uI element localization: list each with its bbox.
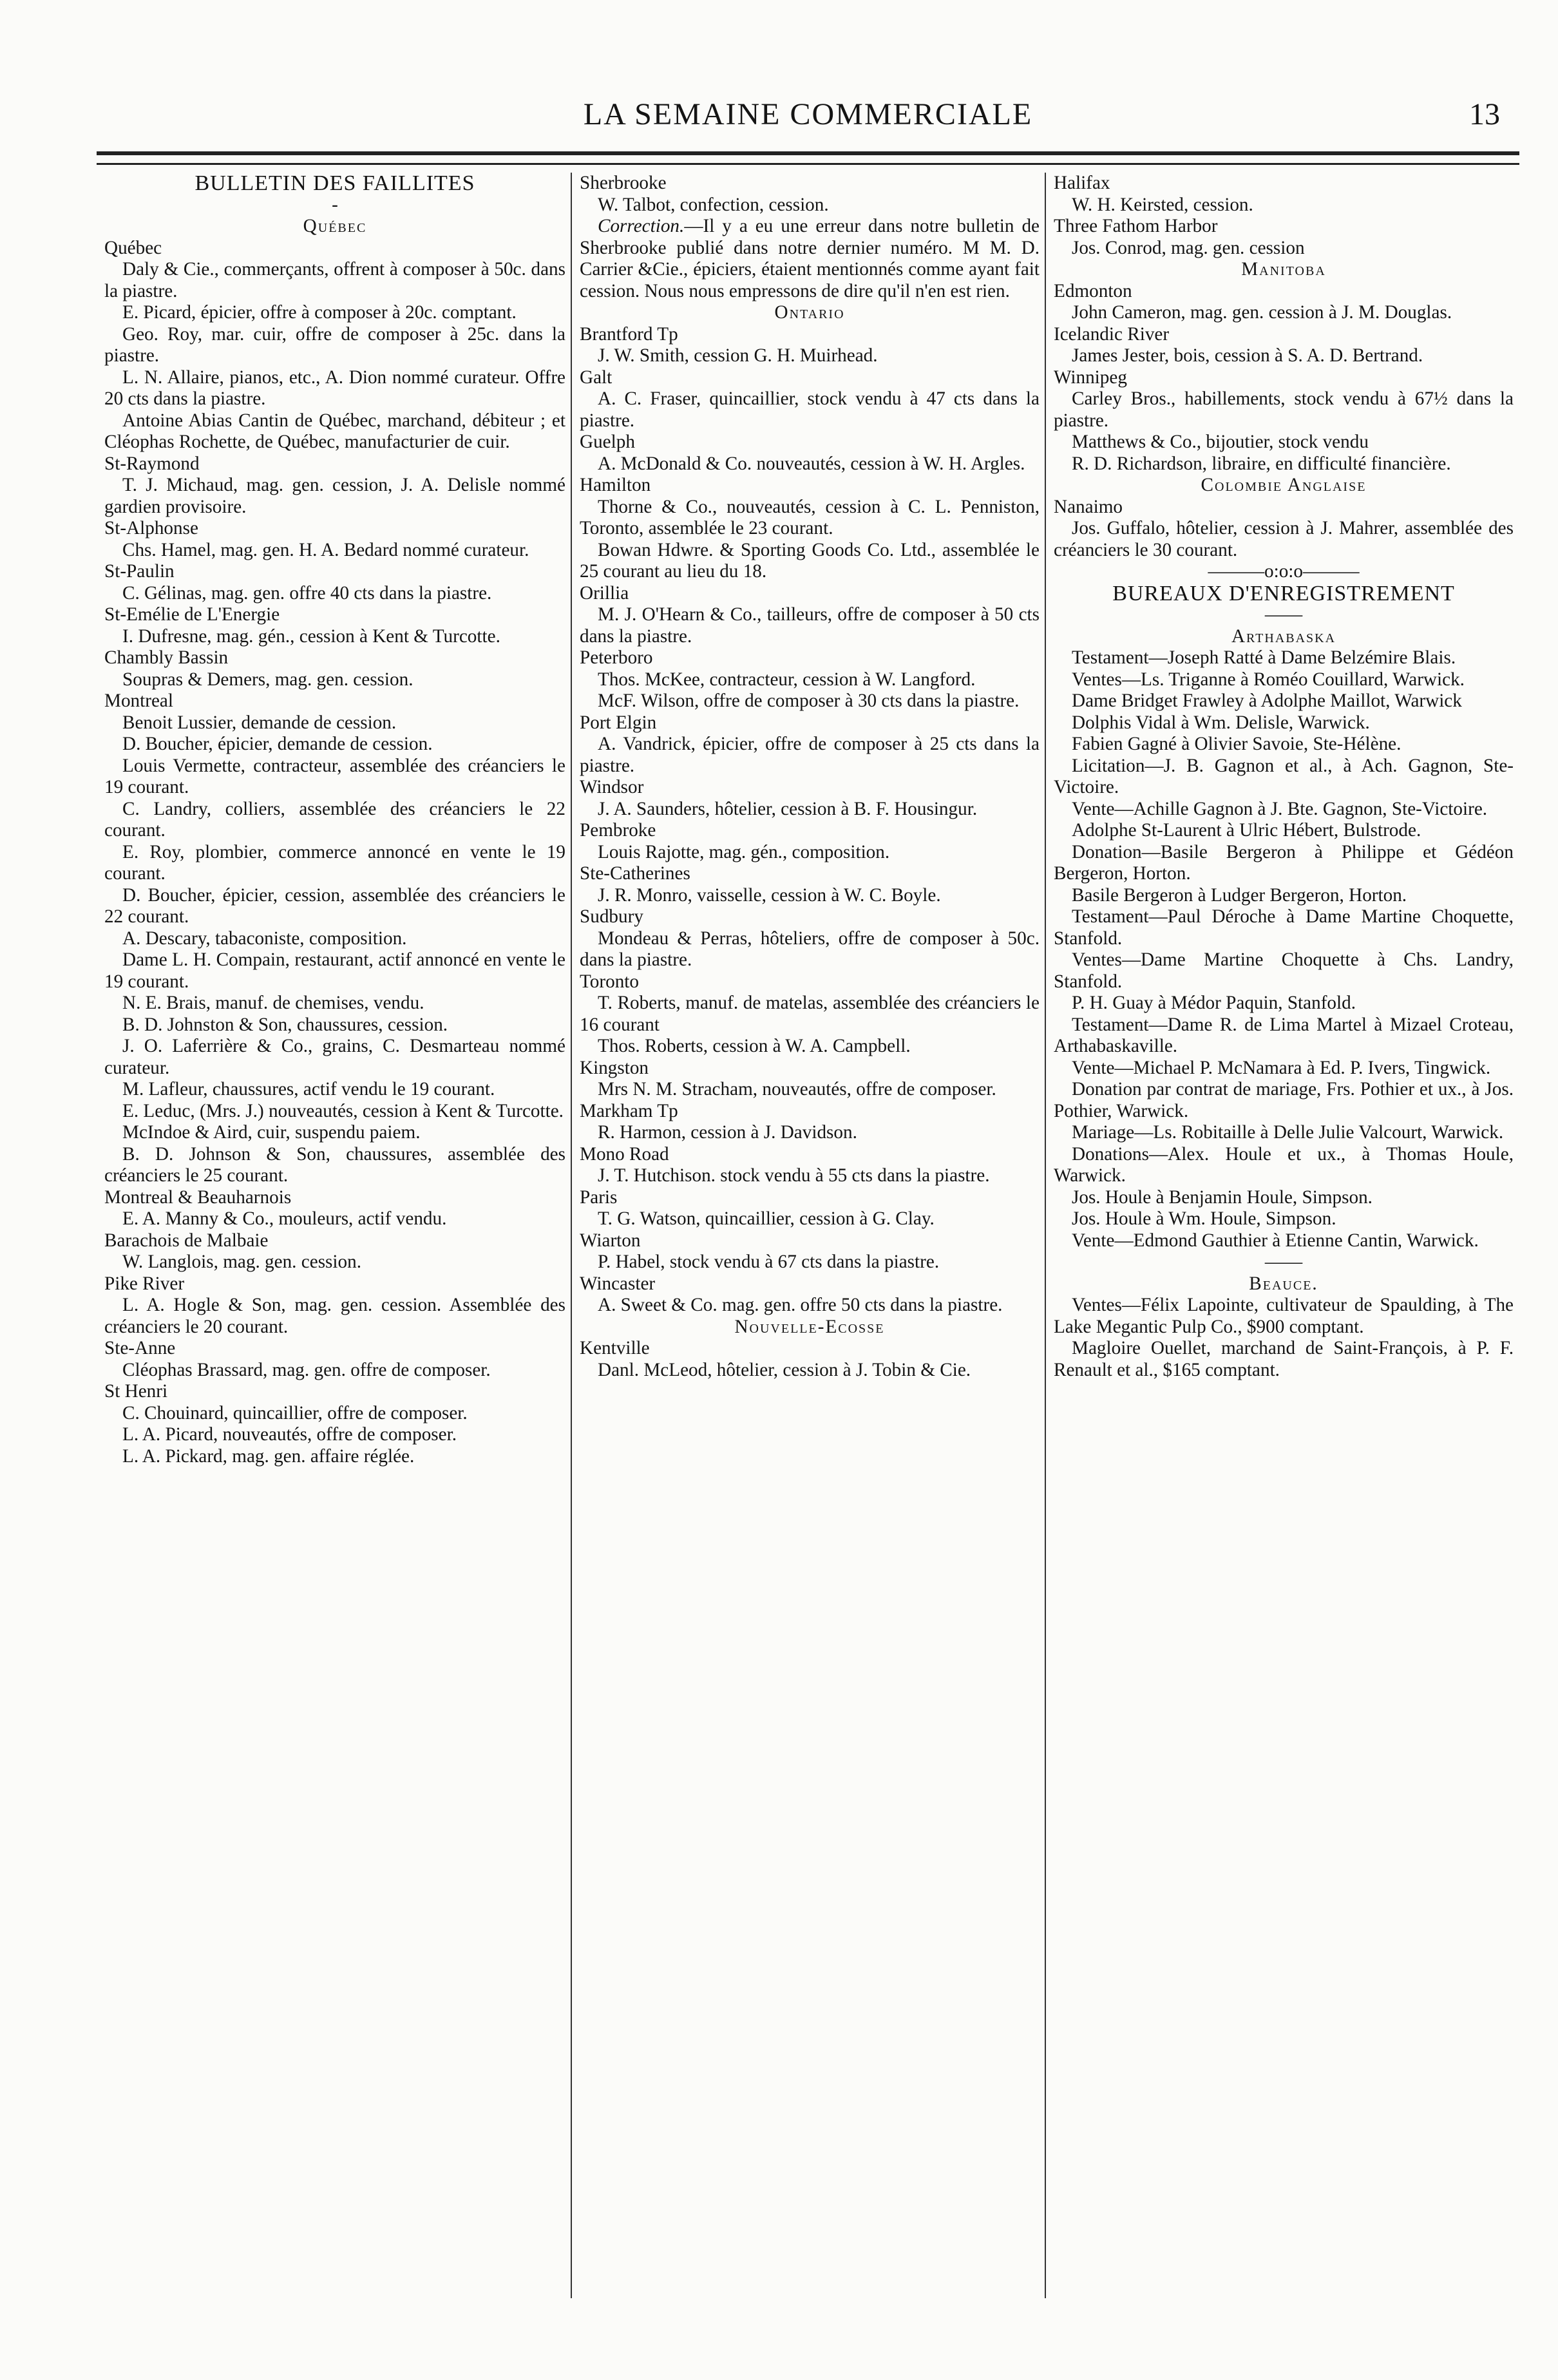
correction-label: Correction. bbox=[598, 216, 685, 236]
place-name: Sherbrooke bbox=[580, 173, 667, 193]
entry: Dame Bridget Frawley à Adolphe Maillot, Warwick bbox=[1072, 690, 1462, 711]
entry: J. O. Laferrière & Co., grains, C. Desmarteau nommé curateur. bbox=[104, 1036, 565, 1078]
entry: L. N. Allaire, pianos, etc., A. Dion nommé curateur. Offre 20 cts dans la piastre. bbox=[104, 367, 565, 409]
entry: Jos. Houle à Benjamin Houle, Simpson. bbox=[1072, 1186, 1373, 1208]
section-heading: Arthabaska bbox=[1231, 625, 1336, 647]
section-heading: Nouvelle-Ecosse bbox=[734, 1316, 885, 1337]
place-name: Guelph bbox=[580, 432, 635, 452]
entry: Carley Bros., habillements, stock vendu à 67½ dans la piastre. bbox=[1054, 388, 1514, 431]
entry: A. C. Fraser, quincaillier, stock vendu à 47 cts dans la piastre. bbox=[580, 388, 1040, 431]
entry: R. Harmon, cession à J. Davidson. bbox=[598, 1122, 857, 1143]
place-name: Galt bbox=[580, 367, 613, 388]
column-1 bbox=[97, 173, 571, 2298]
place-name: Ste-Anne bbox=[104, 1338, 176, 1358]
place-name: Port Elgin bbox=[580, 712, 657, 733]
entry: James Jester, bois, cession à S. A. D. Bertrand. bbox=[1072, 345, 1423, 366]
place-name: Orillia bbox=[580, 582, 629, 604]
entry: Thorne & Co., nouveautés, cession à C. L. Penniston, Toronto, assemblée le 23 courant. bbox=[580, 496, 1040, 538]
place-name: Kentville bbox=[580, 1338, 650, 1358]
divider-dash: —— bbox=[1264, 1252, 1303, 1272]
place-name: Chambly Bassin bbox=[104, 647, 229, 668]
entry: Testament—Paul Déroche à Dame Martine Choquette, Stanfold. bbox=[1054, 906, 1514, 949]
entry: E. Picard, épicier, offre à composer à 20c. comptant. bbox=[122, 302, 517, 323]
place-name: Markham Tp bbox=[580, 1100, 678, 1121]
entry: Testament—Joseph Ratté à Dame Belzémire Blais. bbox=[1072, 647, 1456, 668]
entry: Ventes—Félix Lapointe, cultivateur de Spaulding, à The Lake Megantic Pulp Co., $900 comptant. bbox=[1054, 1295, 1514, 1337]
place-name: Montreal & Beauharnois bbox=[104, 1186, 292, 1208]
place-name: Edmonton bbox=[1054, 280, 1132, 301]
header-rule bbox=[97, 151, 1519, 165]
entry: T. J. Michaud, mag. gen. cession, J. A. Delisle nommé gardien provisoire. bbox=[104, 475, 565, 517]
entry: C. Gélinas, mag. gen. offre 40 cts dans la piastre. bbox=[122, 582, 492, 604]
place-name: Montreal bbox=[104, 690, 173, 711]
entry: Mariage—Ls. Robitaille à Delle Julie Valcourt, Warwick. bbox=[1072, 1122, 1504, 1143]
section-heading: Colombie Anglaise bbox=[1201, 475, 1367, 495]
entry: Dame L. H. Compain, restaurant, actif annoncé en vente le 19 courant. bbox=[104, 949, 565, 992]
entry: Vente—Michael P. McNamara à Ed. P. Ivers, Tingwick. bbox=[1072, 1057, 1491, 1078]
entry: D. Boucher, épicier, demande de cession. bbox=[122, 734, 433, 754]
entry: McF. Wilson, offre de composer à 30 cts dans la piastre. bbox=[598, 690, 1020, 711]
place-name: St-Emélie de L'Energie bbox=[104, 604, 280, 625]
entry: Donations—Alex. Houle et ux., à Thomas Houle, Warwick. bbox=[1054, 1143, 1514, 1186]
entry: B. D. Johnson & Son, chaussures, assemblée des créanciers le 25 courant. bbox=[104, 1143, 565, 1186]
place-name: Wiarton bbox=[580, 1230, 641, 1251]
entry: M. J. O'Hearn & Co., tailleurs, offre de composer à 50 cts dans la piastre. bbox=[580, 604, 1040, 647]
place-name: Three Fathom Harbor bbox=[1054, 216, 1218, 236]
entry: L. A. Pickard, mag. gen. affaire réglée. bbox=[122, 1445, 415, 1467]
entry: Antoine Abias Cantin de Québec, marchand, débiteur ; et Cléophas Rochette, de Québec, manufacturier de cuir. bbox=[104, 410, 565, 452]
entry: Mrs N. M. Stracham, nouveautés, offre de composer. bbox=[598, 1079, 996, 1100]
entry: J. W. Smith, cession G. H. Muirhead. bbox=[598, 345, 878, 366]
section-heading: Beauce. bbox=[1249, 1273, 1318, 1294]
entry: A. Sweet & Co. mag. gen. offre 50 cts dans la piastre. bbox=[598, 1295, 1003, 1315]
entry: P. Habel, stock vendu à 67 cts dans la piastre. bbox=[598, 1252, 940, 1272]
place-name: Barachois de Malbaie bbox=[104, 1230, 269, 1251]
entry: John Cameron, mag. gen. cession à J. M. Douglas. bbox=[1072, 302, 1452, 323]
entry: W. Langlois, mag. gen. cession. bbox=[122, 1252, 361, 1272]
entry: Magloire Ouellet, marchand de Saint-François, à P. F. Renault et al., $165 comptant. bbox=[1054, 1338, 1514, 1380]
entry: Mondeau & Perras, hôteliers, offre de composer à 50c. dans la piastre. bbox=[580, 928, 1040, 970]
entry: Bowan Hdwre. & Sporting Goods Co. Ltd., assemblée le 25 courant au lieu du 18. bbox=[580, 539, 1040, 582]
entry: D. Boucher, épicier, cession, assemblée des créanciers le 22 courant. bbox=[104, 884, 565, 927]
place-name: St-Paulin bbox=[104, 561, 175, 582]
entry: L. A. Picard, nouveautés, offre de composer. bbox=[122, 1424, 457, 1445]
entry: Daly & Cie., commerçants, offrent à composer à 50c. dans la piastre. bbox=[104, 259, 565, 301]
entry: P. H. Guay à Médor Paquin, Stanfold. bbox=[1072, 993, 1356, 1013]
entry: Vente—Edmond Gauthier à Etienne Cantin, Warwick. bbox=[1072, 1230, 1479, 1251]
place-name: Paris bbox=[580, 1186, 618, 1208]
columns bbox=[97, 173, 1519, 2298]
entry: Louis Rajotte, mag. gén., composition. bbox=[598, 841, 890, 862]
place-name: Mono Road bbox=[580, 1143, 669, 1165]
entry: A. Descary, tabaconiste, composition. bbox=[122, 928, 407, 949]
divider-dash: —— bbox=[1264, 604, 1303, 625]
entry: Thos. McKee, contracteur, cession à W. Langford. bbox=[598, 669, 976, 690]
place-name: St-Raymond bbox=[104, 453, 200, 474]
entry: R. D. Richardson, libraire, en difficulté financière. bbox=[1072, 453, 1451, 474]
entry: Chs. Hamel, mag. gen. H. A. Bedard nommé curateur. bbox=[122, 539, 529, 560]
entry: Ventes—Ls. Triganne à Roméo Couillard, Warwick. bbox=[1072, 669, 1465, 690]
entry: C. Chouinard, quincaillier, offre de composer. bbox=[122, 1402, 468, 1423]
running-head bbox=[97, 97, 1519, 142]
place-name: Brantford Tp bbox=[580, 323, 678, 345]
place-name: Icelandic River bbox=[1054, 323, 1170, 345]
section-heading: Québec bbox=[303, 216, 367, 236]
entry: Licitation—J. B. Gagnon et al., à Ach. Gagnon, Ste-Victoire. bbox=[1054, 755, 1514, 797]
place-name: Halifax bbox=[1054, 173, 1110, 193]
entry: M. Lafleur, chaussures, actif vendu le 19 courant. bbox=[122, 1079, 495, 1100]
entry: Jos. Conrod, mag. gen. cession bbox=[1072, 237, 1305, 258]
entry: Dolphis Vidal à Wm. Delisle, Warwick. bbox=[1072, 712, 1370, 733]
entry: L. A. Hogle & Son, mag. gen. cession. Assemblée des créanciers le 20 courant. bbox=[104, 1295, 565, 1337]
place-name: Peterboro bbox=[580, 647, 653, 668]
place-name: Sudbury bbox=[580, 906, 643, 927]
place-name: Wincaster bbox=[580, 1273, 656, 1294]
place-name: Windsor bbox=[580, 777, 644, 797]
page-number: 13 bbox=[1469, 97, 1500, 131]
entry: Adolphe St-Laurent à Ulric Hébert, Bulstrode. bbox=[1072, 820, 1421, 841]
section-heading: Manitoba bbox=[1241, 259, 1326, 280]
place-name: Québec bbox=[104, 237, 162, 258]
entry: Benoit Lussier, demande de cession. bbox=[122, 712, 397, 733]
place-name: Pike River bbox=[104, 1273, 185, 1294]
place-name: Toronto bbox=[580, 971, 639, 992]
entry: J. R. Monro, vaisselle, cession à W. C. Boyle. bbox=[598, 884, 941, 906]
entry: W. Talbot, confection, cession. bbox=[598, 194, 829, 215]
entry: Jos. Houle à Wm. Houle, Simpson. bbox=[1072, 1208, 1336, 1229]
entry: Donation—Basile Bergeron à Philippe et Gédéon Bergeron, Horton. bbox=[1054, 841, 1514, 884]
column-2 bbox=[571, 173, 1045, 2298]
entry: W. H. Keirsted, cession. bbox=[1072, 194, 1253, 215]
entry: E. Roy, plombier, commerce annoncé en vente le 19 courant. bbox=[104, 841, 565, 884]
entry: Soupras & Demers, mag. gen. cession. bbox=[122, 669, 413, 690]
correction-note bbox=[580, 216, 1040, 302]
ornament-divider: ———o:o:o——— bbox=[1208, 561, 1360, 582]
entry: T. Roberts, manuf. de matelas, assemblée des créanciers le 16 courant bbox=[580, 993, 1040, 1035]
entry: Thos. Roberts, cession à W. A. Campbell. bbox=[598, 1036, 911, 1056]
entry: Fabien Gagné à Olivier Savoie, Ste-Hélène. bbox=[1072, 734, 1401, 754]
place-name: St-Alphonse bbox=[104, 518, 198, 538]
place-name: St Henri bbox=[104, 1381, 168, 1402]
place-name: Nanaimo bbox=[1054, 496, 1123, 517]
divider-dash: - bbox=[332, 194, 338, 215]
place-name: Kingston bbox=[580, 1057, 649, 1078]
registry-heading: BUREAUX D'ENREGISTREMENT bbox=[1112, 581, 1455, 605]
place-name: Hamilton bbox=[580, 475, 651, 495]
entry: Matthews & Co., bijoutier, stock vendu bbox=[1072, 432, 1369, 452]
entry: A. Vandrick, épicier, offre de composer à 25 cts dans la piastre. bbox=[580, 734, 1040, 776]
correction-text: —Il y a eu une erreur dans notre bulletin de Sherbrooke publié dans notre dernier numéro. M M. D. Carrier &Cie., épiciers, étaient mentionnés comme ayant fait cession. Nous nous empressons de dire qu'il n'en est rien. bbox=[580, 216, 1040, 301]
entry: McIndoe & Aird, cuir, suspendu paiem. bbox=[122, 1122, 421, 1143]
column-3 bbox=[1045, 173, 1519, 2298]
entry: Geo. Roy, mar. cuir, offre de composer à 25c. dans la piastre. bbox=[104, 323, 565, 366]
place-name: Ste-Catherines bbox=[580, 863, 690, 884]
entry: T. G. Watson, quincaillier, cession à G. Clay. bbox=[598, 1208, 935, 1229]
publication-title: LA SEMAINE COMMERCIALE bbox=[583, 97, 1033, 131]
section-heading: Ontario bbox=[774, 302, 845, 323]
entry: E. A. Manny & Co., mouleurs, actif vendu. bbox=[122, 1208, 447, 1229]
place-name: Winnipeg bbox=[1054, 367, 1127, 388]
entry: Basile Bergeron à Ludger Bergeron, Horton. bbox=[1072, 884, 1407, 906]
entry: C. Landry, colliers, assemblée des créanciers le 22 courant. bbox=[104, 798, 565, 841]
entry: Testament—Dame R. de Lima Martel à Mizael Croteau, Arthabaskaville. bbox=[1054, 1014, 1514, 1056]
entry: Donation par contrat de mariage, Frs. Pothier et ux., à Jos. Pothier, Warwick. bbox=[1054, 1079, 1514, 1121]
entry: Danl. McLeod, hôtelier, cession à J. Tobin & Cie. bbox=[598, 1359, 971, 1380]
entry: I. Dufresne, mag. gén., cession à Kent & Turcotte. bbox=[122, 625, 500, 647]
entry: Jos. Guffalo, hôtelier, cession à J. Mahrer, assemblée des créanciers le 30 courant. bbox=[1054, 518, 1514, 560]
bulletin-heading: BULLETIN DES FAILLITES bbox=[195, 173, 475, 195]
entry: Louis Vermette, contracteur, assemblée des créanciers le 19 courant. bbox=[104, 755, 565, 797]
place-name: Pembroke bbox=[580, 820, 656, 841]
entry: N. E. Brais, manuf. de chemises, vendu. bbox=[122, 993, 424, 1013]
entry: B. D. Johnston & Son, chaussures, cession. bbox=[122, 1014, 448, 1035]
entry: A. McDonald & Co. nouveautés, cession à W. H. Argles. bbox=[598, 453, 1025, 474]
entry: Ventes—Dame Martine Choquette à Chs. Landry, Stanfold. bbox=[1054, 949, 1514, 992]
entry: E. Leduc, (Mrs. J.) nouveautés, cession à Kent & Turcotte. bbox=[122, 1100, 564, 1121]
entry: J. T. Hutchison. stock vendu à 55 cts dans la piastre. bbox=[598, 1165, 990, 1186]
entry: J. A. Saunders, hôtelier, cession à B. F. Housingur. bbox=[598, 798, 978, 819]
entry: Cléophas Brassard, mag. gen. offre de composer. bbox=[122, 1359, 491, 1380]
entry: Vente—Achille Gagnon à J. Bte. Gagnon, Ste-Victoire. bbox=[1072, 798, 1488, 819]
